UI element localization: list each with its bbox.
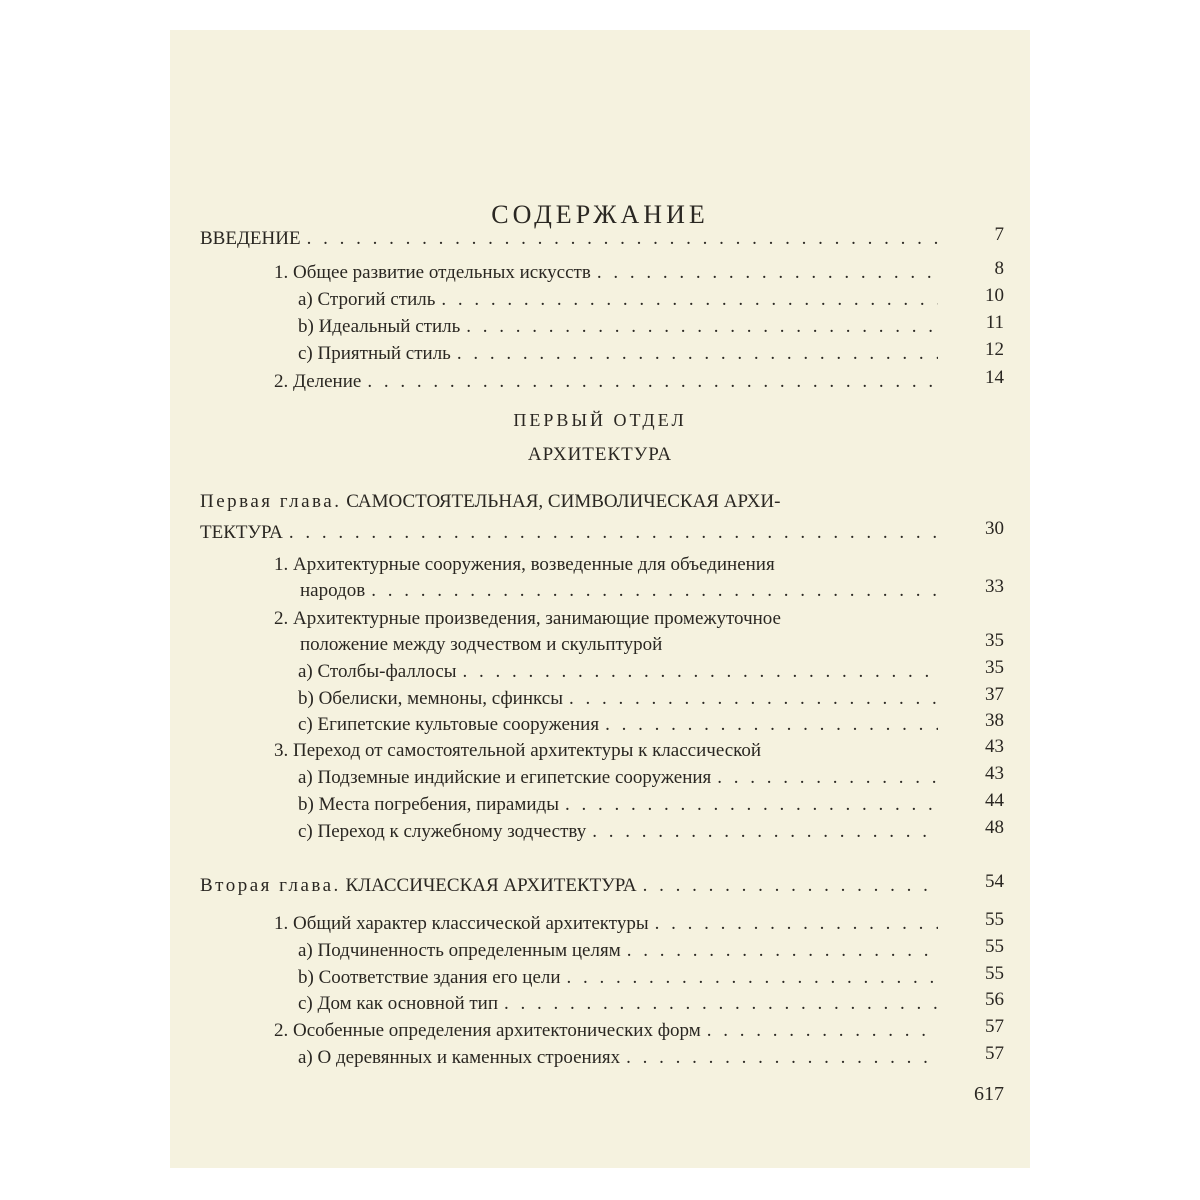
toc-entry (298, 821, 946, 843)
toc-entry (298, 767, 946, 789)
toc-entry (298, 967, 946, 989)
toc-entry (298, 794, 946, 816)
leader-dots (597, 262, 938, 284)
toc-entry (300, 580, 946, 602)
chapter-heading (200, 491, 780, 513)
toc-page-number: 43 (985, 763, 1004, 784)
toc-entry (298, 940, 946, 962)
section-heading: ПЕРВЫЙ ОТДЕЛ (513, 410, 687, 430)
toc-entry-intro (200, 228, 946, 250)
toc-page-number: 35 (985, 630, 1004, 651)
toc-entry (274, 262, 946, 284)
toc-entry-label: ТЕКТУРА (200, 522, 283, 543)
section-subheading: АРХИТЕКТУРА (527, 444, 673, 465)
toc-entry-chapter (200, 522, 946, 544)
toc-page-number: 10 (985, 285, 1004, 306)
toc-entry-label: народов (300, 580, 366, 601)
toc-entry (298, 343, 946, 365)
toc-entry-label: c) Египетские культовые сооружения (298, 714, 600, 735)
toc-entry-label: 3. Переход от самостоятельной архитектуры к классической (274, 740, 762, 761)
chapter-title: САМОСТОЯТЕЛЬНАЯ, СИМВОЛИЧЕСКАЯ АРХИ- (346, 491, 781, 512)
toc-page-number: 54 (985, 871, 1004, 892)
leader-dots (569, 688, 938, 710)
toc-entry (298, 1047, 946, 1069)
toc-entry-label: a) О деревянных и каменных строениях (298, 1047, 621, 1068)
leader-dots (307, 228, 938, 250)
leader-dots (371, 580, 938, 602)
toc-page-number: 57 (985, 1016, 1004, 1037)
leader-dots (367, 371, 938, 393)
page-title: СОДЕРЖАНИЕ (491, 200, 709, 229)
toc-entry-label (200, 875, 637, 897)
toc-page-number: 56 (985, 989, 1004, 1010)
toc-page-number: 14 (985, 367, 1004, 388)
toc-page-number: 30 (985, 518, 1004, 539)
toc-entry-label: a) Подчиненность определенным целям (298, 940, 621, 961)
leader-dots (626, 1047, 938, 1069)
leader-dots (289, 522, 938, 544)
toc-entry (274, 1020, 946, 1042)
toc-entry-label: b) Места погребения, пирамиды (298, 794, 559, 815)
leader-dots (463, 661, 938, 683)
toc-entry-label: a) Строгий стиль (298, 289, 436, 310)
toc-entry (274, 913, 946, 935)
leader-dots (565, 794, 938, 816)
toc-entry-label: c) Дом как основной тип (298, 993, 499, 1014)
toc-page-number: 44 (985, 790, 1004, 811)
toc-entry-label: 2. Особенные определения архитектонических форм (274, 1020, 701, 1041)
leader-dots (643, 875, 938, 897)
leader-dots (707, 1020, 938, 1042)
leader-dots (466, 316, 938, 338)
toc-page-number: 38 (985, 710, 1004, 731)
toc-entry-label: b) Обелиски, мемноны, сфинксы (298, 688, 563, 709)
toc-page-number: 55 (985, 963, 1004, 984)
toc-page-number: 33 (985, 576, 1004, 597)
toc-entry-line: 2. Архитектурные произведения, занимающие промежуточное (274, 608, 781, 629)
toc-page-number: 12 (985, 339, 1004, 360)
toc-entry-chapter (200, 875, 946, 897)
toc-page-number: 43 (985, 736, 1004, 757)
toc-entry-label: b) Соответствие здания его цели (298, 967, 561, 988)
chapter-title: КЛАССИЧЕСКАЯ АРХИТЕКТУРА (345, 875, 637, 896)
toc-entry-label: положение между зодчеством и скульптурой (300, 634, 663, 655)
toc-entry (298, 316, 946, 338)
toc-entry-label: c) Приятный стиль (298, 343, 451, 364)
toc-page-number: 55 (985, 909, 1004, 930)
toc-entry-label: c) Переход к служебному зодчеству (298, 821, 587, 842)
toc-page-number: 57 (985, 1043, 1004, 1064)
leader-dots (504, 993, 938, 1015)
leader-dots (567, 967, 938, 989)
toc-entry-label: 1. Общее развитие отдельных искусств (274, 262, 591, 283)
toc-entry (298, 661, 946, 683)
toc-entry-label: a) Столбы-фаллосы (298, 661, 457, 682)
leader-dots (605, 714, 938, 736)
leader-dots (441, 289, 938, 311)
leader-dots (627, 940, 938, 962)
folio-page-number: 617 (974, 1083, 1004, 1105)
leader-dots (592, 821, 938, 843)
toc-entry (298, 993, 946, 1015)
book-page (170, 30, 1030, 1168)
toc-entry-label: a) Подземные индийские и египетские сооружения (298, 767, 712, 788)
chapter-prefix: Первая глава. (200, 491, 342, 512)
toc-page-number: 7 (994, 224, 1004, 245)
toc-entry-label: ВВЕДЕНИЕ (200, 228, 301, 249)
toc-entry (274, 740, 946, 762)
toc-page-number: 8 (994, 258, 1004, 279)
toc-entry (274, 371, 946, 393)
toc-entry (298, 289, 946, 311)
toc-page-number: 55 (985, 936, 1004, 957)
toc-entry-line: 1. Архитектурные сооружения, возведенные для объединения (274, 554, 775, 575)
toc-entry (298, 714, 946, 736)
leader-dots (655, 913, 938, 935)
toc-entry-label: 1. Общий характер классической архитектуры (274, 913, 649, 934)
toc-entry (298, 688, 946, 710)
leader-dots (457, 343, 938, 365)
toc-page-number: 35 (985, 657, 1004, 678)
toc-entry-label: 2. Деление (274, 371, 362, 392)
toc-entry (300, 634, 946, 656)
leader-dots (717, 767, 938, 789)
toc-page-number: 11 (985, 312, 1004, 333)
chapter-prefix: Вторая глава. (200, 875, 341, 896)
toc-page-number: 37 (985, 684, 1004, 705)
toc-entry-label: b) Идеальный стиль (298, 316, 461, 337)
toc-page-number: 48 (985, 817, 1004, 838)
